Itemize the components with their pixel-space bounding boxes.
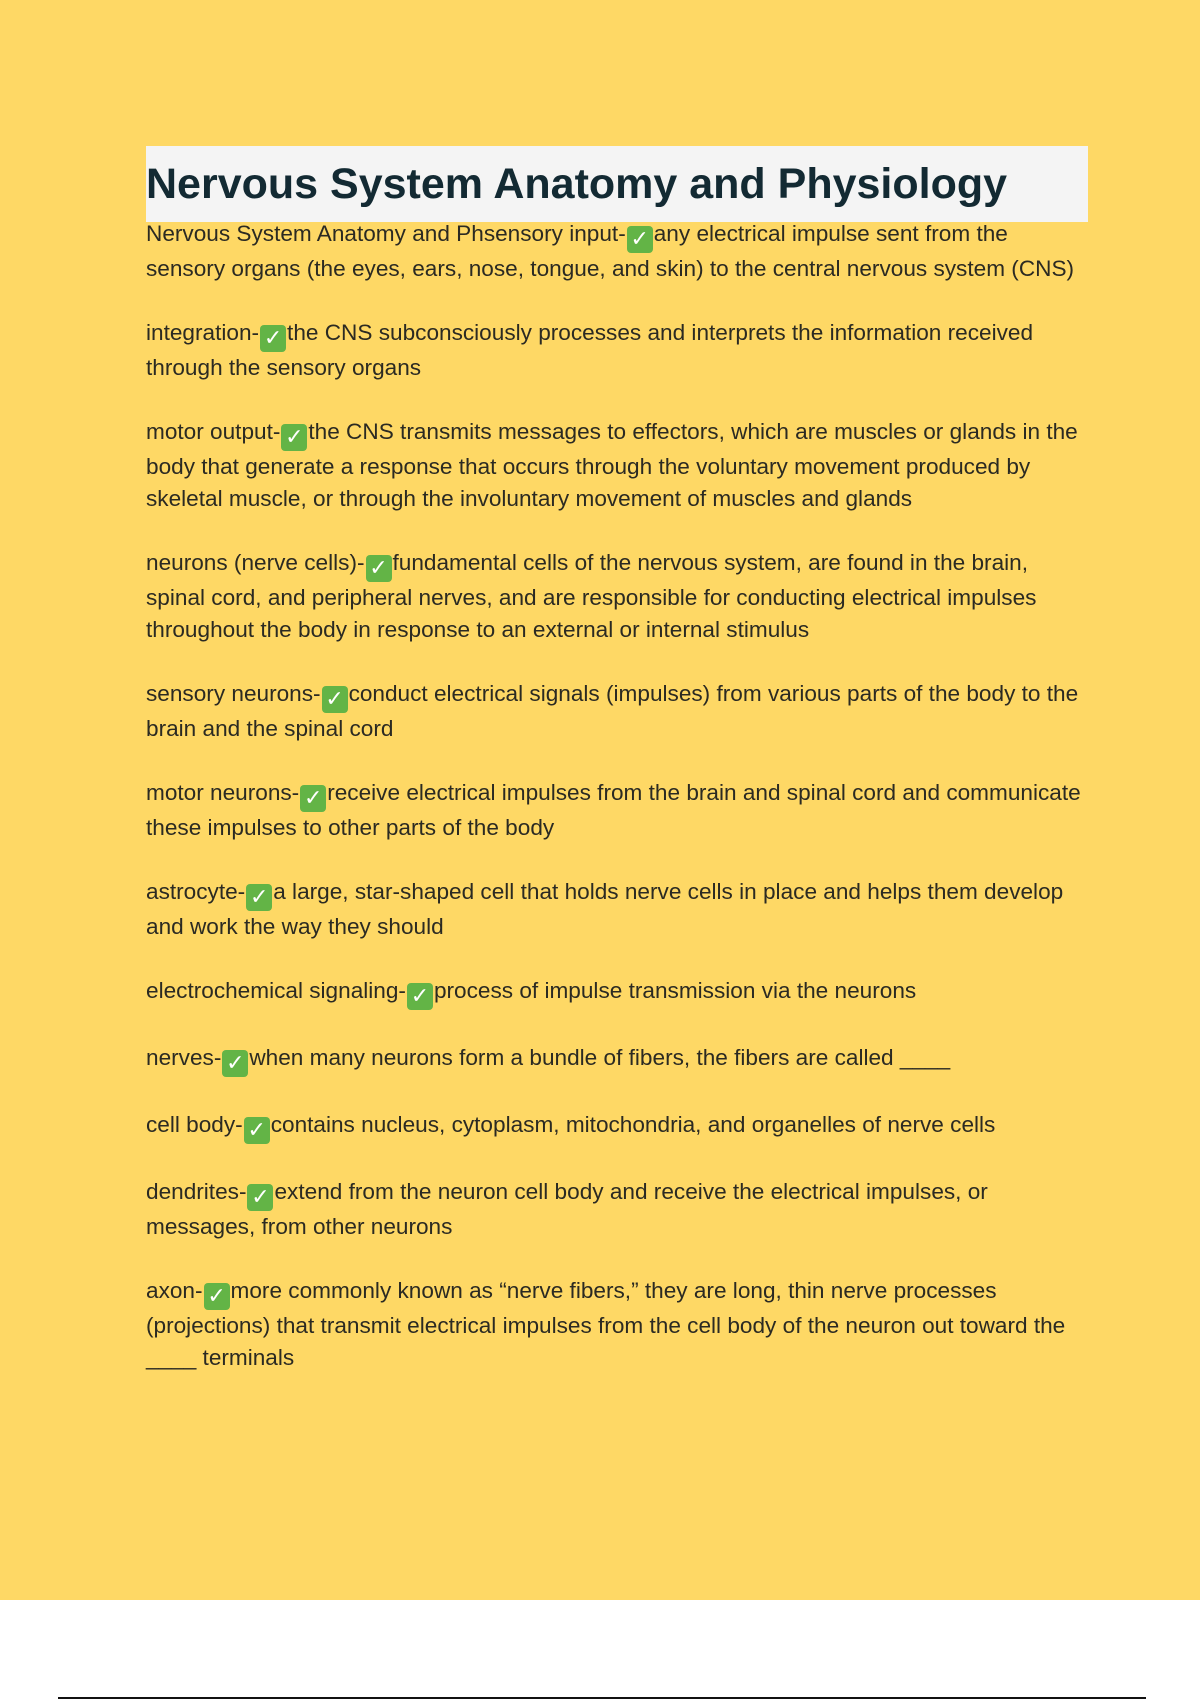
entry-cell-body — [146, 1109, 1092, 1144]
entry-motor-neurons — [146, 777, 1092, 844]
check-mark-icon: ✓ — [627, 226, 653, 253]
check-mark-icon: ✓ — [247, 1184, 273, 1211]
entry-definition: contains nucleus, cytoplasm, mitochondria, and organelles of nerve cells — [270, 1112, 996, 1137]
entry-axon — [146, 1275, 1092, 1374]
entry-definition: the CNS transmits messages to effectors, which are muscles or glands in the body that generate a response that occurs through the voluntary movement produced by skeletal muscle, or through the involuntary movement of muscles and glands — [146, 419, 1078, 511]
entry-astrocyte — [146, 876, 1092, 943]
entry-integration — [146, 317, 1092, 384]
check-mark-icon: ✓ — [260, 325, 286, 352]
entry-motor-output — [146, 416, 1092, 515]
check-mark-icon: ✓ — [300, 785, 326, 812]
check-mark-icon: ✓ — [366, 555, 392, 582]
entry-term: dendrites- — [146, 1179, 247, 1204]
entry-term: axon- — [146, 1278, 203, 1303]
flashcard-list — [146, 218, 1092, 1406]
check-mark-icon: ✓ — [407, 983, 433, 1010]
check-mark-icon: ✓ — [281, 424, 307, 451]
entry-sensory-neurons — [146, 678, 1092, 745]
entry-definition: when many neurons form a bundle of fibers, the fibers are called ____ — [249, 1045, 951, 1070]
entry-definition: a large, star-shaped cell that holds nerve cells in place and helps them develop and work the way they should — [146, 879, 1064, 939]
entry-term: Nervous System Anatomy and Phsensory input- — [146, 221, 626, 246]
entry-term: sensory neurons- — [146, 681, 321, 706]
document-title: Nervous System Anatomy and Physiology — [146, 159, 1008, 208]
entry-term: integration- — [146, 320, 260, 345]
entry-definition: conduct electrical signals (impulses) from various parts of the body to the brain and the spinal cord — [146, 681, 1079, 741]
page-divider — [58, 1697, 1146, 1699]
entry-nerves — [146, 1042, 1092, 1077]
check-mark-icon: ✓ — [204, 1283, 230, 1310]
check-mark-icon: ✓ — [322, 686, 348, 713]
entry-neurons — [146, 547, 1092, 646]
entry-dendrites — [146, 1176, 1092, 1243]
title-banner — [146, 146, 1088, 222]
entry-term: motor output- — [146, 419, 281, 444]
entry-definition: fundamental cells of the nervous system, are found in the brain, spinal cord, and peripheral nerves, and are responsible for conducting electrical impulses throughout the body in response to an external or internal stimulus — [146, 550, 1037, 642]
entry-definition: extend from the neuron cell body and receive the electrical impulses, or messages, from other neurons — [146, 1179, 988, 1239]
entry-term: neurons (nerve cells)- — [146, 550, 365, 575]
entry-definition: more commonly known as “nerve fibers,” they are long, thin nerve processes (projections) that transmit electrical impulses from the cell body of the neuron out toward the ____ terminals — [146, 1278, 1066, 1370]
entry-definition: any electrical impulse sent from the sensory organs (the eyes, ears, nose, tongue, and skin) to the central nervous system (CNS) — [146, 221, 1075, 281]
entry-electrochemical-signaling — [146, 975, 1092, 1010]
check-mark-icon: ✓ — [246, 884, 272, 911]
entry-term: astrocyte- — [146, 879, 246, 904]
entry-definition: process of impulse transmission via the neurons — [433, 978, 917, 1003]
entry-term: motor neurons- — [146, 780, 300, 805]
entry-term: cell body- — [146, 1112, 243, 1137]
entry-definition: receive electrical impulses from the brain and spinal cord and communicate these impulses to other parts of the body — [146, 780, 1081, 840]
entry-sensory-input — [146, 218, 1092, 285]
entry-term: nerves- — [146, 1045, 222, 1070]
entry-definition: the CNS subconsciously processes and interprets the information received through the sensory organs — [146, 320, 1034, 380]
check-mark-icon: ✓ — [222, 1050, 248, 1077]
entry-term: electrochemical signaling- — [146, 978, 406, 1003]
check-mark-icon: ✓ — [244, 1117, 270, 1144]
